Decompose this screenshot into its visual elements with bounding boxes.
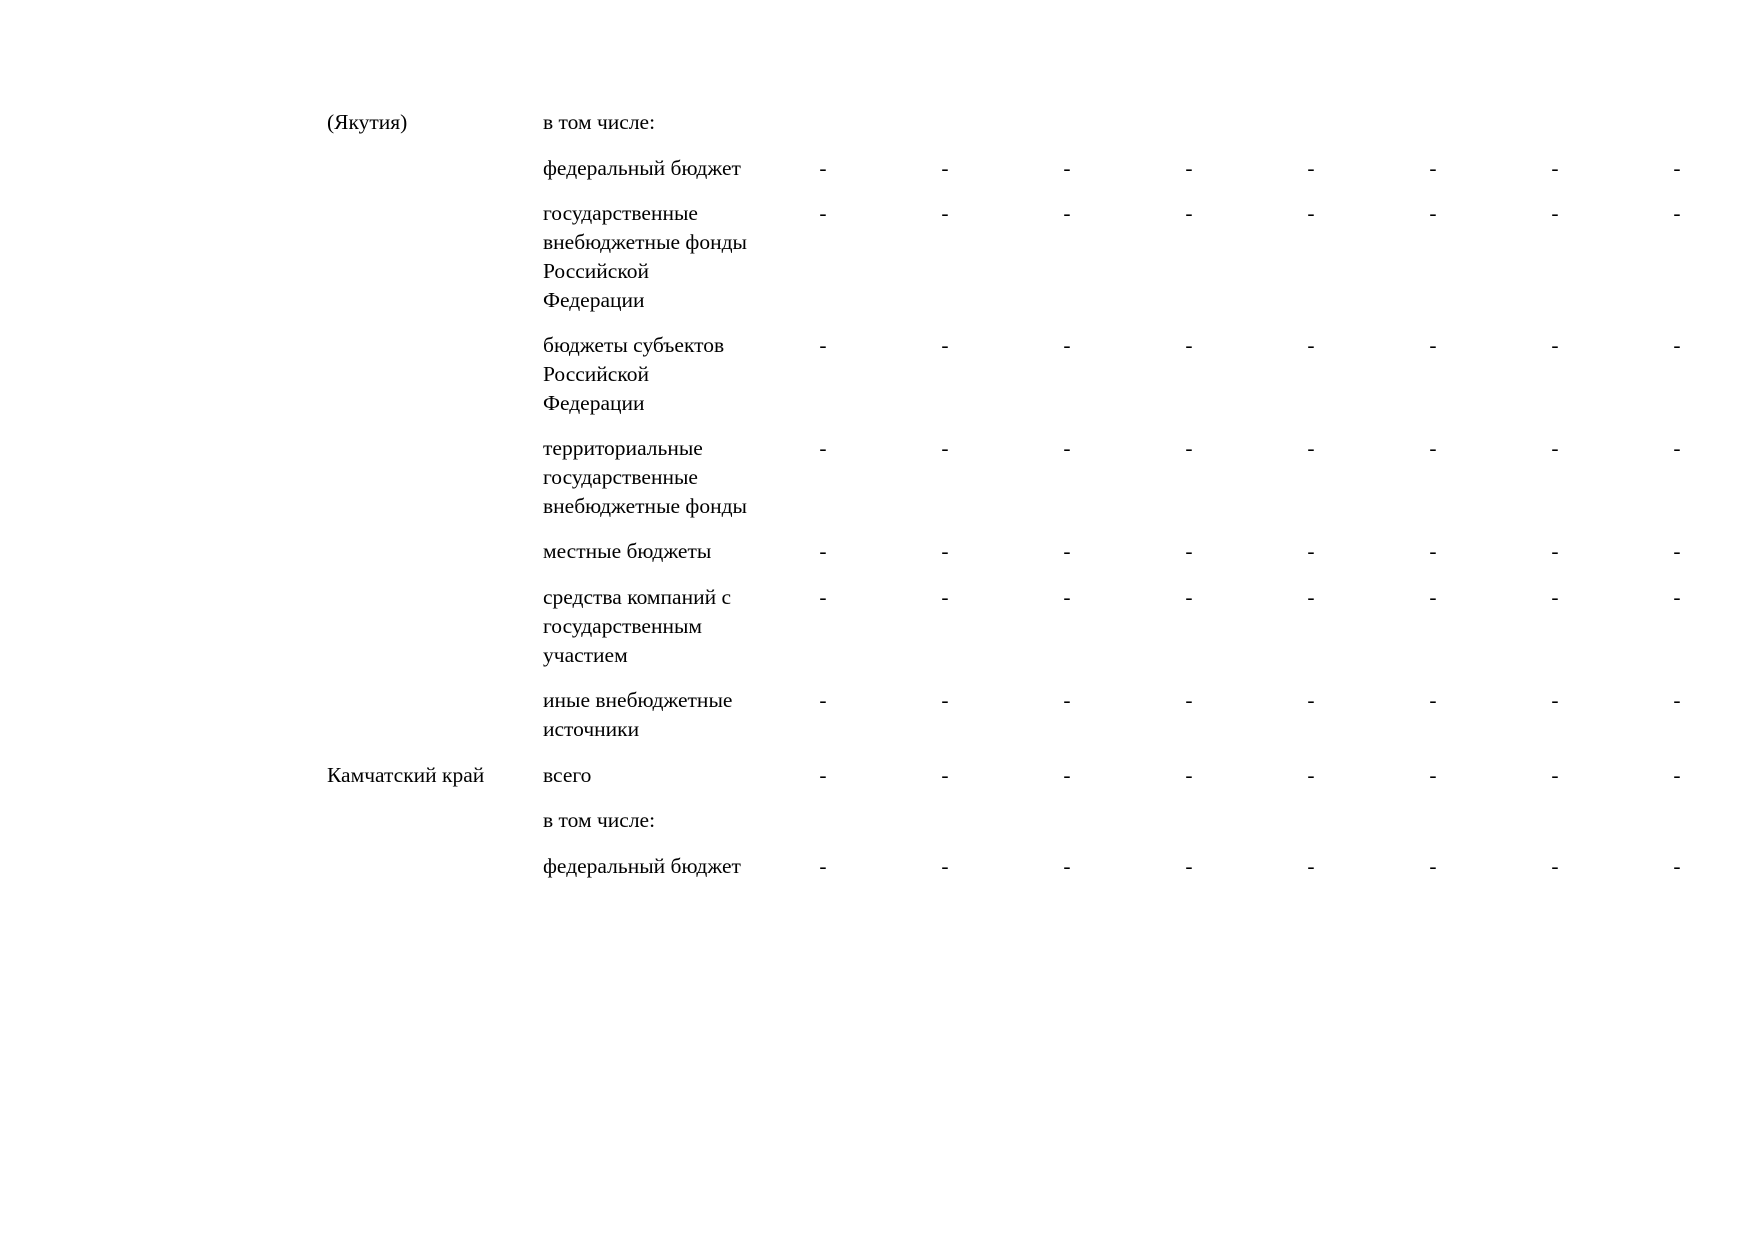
value-cell: - xyxy=(1185,688,1193,713)
value-cell xyxy=(1250,806,1372,852)
funding-source-cell: территориальные государственные внебюджетные фонды xyxy=(543,436,747,518)
value-cell: - xyxy=(1429,585,1437,610)
table-row xyxy=(327,199,1738,331)
funding-source-cell: федеральный бюджет xyxy=(543,854,741,879)
value-cell: - xyxy=(941,762,949,787)
funding-source-cell: всего xyxy=(543,762,592,787)
table-row xyxy=(327,686,1738,760)
value-cell xyxy=(1006,108,1128,154)
value-cell: - xyxy=(1063,854,1071,879)
funding-source-cell: государственные внебюджетные фонды Российской Федерации xyxy=(543,201,747,312)
value-cell: - xyxy=(1673,585,1681,610)
funding-source-cell: местные бюджеты xyxy=(543,539,712,564)
value-cell: - xyxy=(1673,688,1681,713)
value-cell: - xyxy=(941,155,949,180)
value-cell: - xyxy=(1429,436,1437,461)
value-cell: - xyxy=(1185,201,1193,226)
value-cell: - xyxy=(1307,854,1315,879)
value-cell: - xyxy=(1307,688,1315,713)
value-cell: - xyxy=(1429,688,1437,713)
value-cell: - xyxy=(1307,333,1315,358)
value-cell xyxy=(884,806,1006,852)
value-cell: - xyxy=(819,854,827,879)
value-cell: - xyxy=(1185,155,1193,180)
value-cell: - xyxy=(1063,155,1071,180)
value-cell: - xyxy=(1063,688,1071,713)
table-row xyxy=(327,108,1738,154)
value-cell: - xyxy=(941,436,949,461)
value-cell: - xyxy=(1673,333,1681,358)
value-cell: - xyxy=(1429,539,1437,564)
funding-source-cell: иные внебюджетные источники xyxy=(543,688,733,741)
table-row xyxy=(327,583,1738,686)
funding-source-cell: средства компаний с государственным участием xyxy=(543,585,731,667)
value-cell: - xyxy=(1673,436,1681,461)
value-cell xyxy=(762,806,884,852)
value-cell: - xyxy=(941,539,949,564)
funding-source-cell: в том числе: xyxy=(543,808,656,833)
value-cell: - xyxy=(819,688,827,713)
region-cell xyxy=(327,583,543,686)
value-cell: - xyxy=(819,585,827,610)
value-cell: - xyxy=(1063,436,1071,461)
value-cell: - xyxy=(1551,539,1559,564)
value-cell xyxy=(1372,806,1494,852)
value-cell: - xyxy=(1307,155,1315,180)
table-row xyxy=(327,806,1738,852)
funding-source-cell: федеральный бюджет xyxy=(543,155,741,180)
value-cell: - xyxy=(819,333,827,358)
value-cell: - xyxy=(1673,762,1681,787)
value-cell: - xyxy=(819,539,827,564)
value-cell: - xyxy=(1551,762,1559,787)
region-cell xyxy=(327,331,543,434)
region-cell xyxy=(327,686,543,760)
value-cell: - xyxy=(1063,585,1071,610)
value-cell xyxy=(1494,108,1616,154)
value-cell: - xyxy=(1429,762,1437,787)
value-cell: - xyxy=(1185,854,1193,879)
budget-sources-table xyxy=(327,108,1738,898)
value-cell xyxy=(884,108,1006,154)
table-row xyxy=(327,154,1738,200)
value-cell: - xyxy=(1673,539,1681,564)
value-cell: - xyxy=(1307,762,1315,787)
value-cell: - xyxy=(1429,155,1437,180)
value-cell xyxy=(1616,806,1738,852)
value-cell: - xyxy=(1063,201,1071,226)
value-cell: - xyxy=(1185,585,1193,610)
value-cell: - xyxy=(1063,539,1071,564)
region-cell xyxy=(327,537,543,583)
value-cell: - xyxy=(1551,155,1559,180)
value-cell: - xyxy=(1673,854,1681,879)
value-cell: - xyxy=(1063,333,1071,358)
value-cell xyxy=(1250,108,1372,154)
value-cell: - xyxy=(941,333,949,358)
value-cell: - xyxy=(1307,585,1315,610)
value-cell: - xyxy=(1429,854,1437,879)
value-cell: - xyxy=(1429,201,1437,226)
value-cell: - xyxy=(1185,436,1193,461)
value-cell: - xyxy=(1429,333,1437,358)
value-cell: - xyxy=(1551,436,1559,461)
value-cell: - xyxy=(1673,201,1681,226)
funding-source-cell: бюджеты субъектов Российской Федерации xyxy=(543,333,725,415)
value-cell xyxy=(1494,806,1616,852)
value-cell: - xyxy=(1551,201,1559,226)
value-cell: - xyxy=(1673,155,1681,180)
value-cell xyxy=(762,108,884,154)
value-cell: - xyxy=(819,155,827,180)
value-cell: - xyxy=(941,201,949,226)
table-row xyxy=(327,434,1738,537)
value-cell: - xyxy=(941,688,949,713)
value-cell xyxy=(1006,806,1128,852)
table-row xyxy=(327,331,1738,434)
value-cell: - xyxy=(941,854,949,879)
value-cell: - xyxy=(941,585,949,610)
value-cell: - xyxy=(1551,585,1559,610)
value-cell: - xyxy=(1307,436,1315,461)
value-cell: - xyxy=(819,201,827,226)
region-cell: Камчатский край xyxy=(327,762,485,787)
value-cell: - xyxy=(1185,333,1193,358)
value-cell: - xyxy=(1185,762,1193,787)
value-cell: - xyxy=(1307,201,1315,226)
value-cell xyxy=(1128,806,1250,852)
table-row xyxy=(327,761,1738,807)
region-cell xyxy=(327,806,543,852)
value-cell: - xyxy=(1551,854,1559,879)
value-cell: - xyxy=(1551,333,1559,358)
value-cell xyxy=(1128,108,1250,154)
value-cell: - xyxy=(1185,539,1193,564)
region-cell: (Якутия) xyxy=(327,110,408,134)
value-cell: - xyxy=(819,762,827,787)
value-cell: - xyxy=(819,436,827,461)
region-cell xyxy=(327,434,543,537)
table-row xyxy=(327,537,1738,583)
table-row xyxy=(327,852,1738,898)
value-cell xyxy=(1372,108,1494,154)
region-cell xyxy=(327,154,543,200)
region-cell xyxy=(327,199,543,331)
value-cell: - xyxy=(1551,688,1559,713)
table-body xyxy=(327,108,1738,898)
region-cell xyxy=(327,852,543,898)
value-cell: - xyxy=(1307,539,1315,564)
funding-source-cell: в том числе: xyxy=(543,110,656,134)
value-cell xyxy=(1616,108,1738,154)
value-cell: - xyxy=(1063,762,1071,787)
